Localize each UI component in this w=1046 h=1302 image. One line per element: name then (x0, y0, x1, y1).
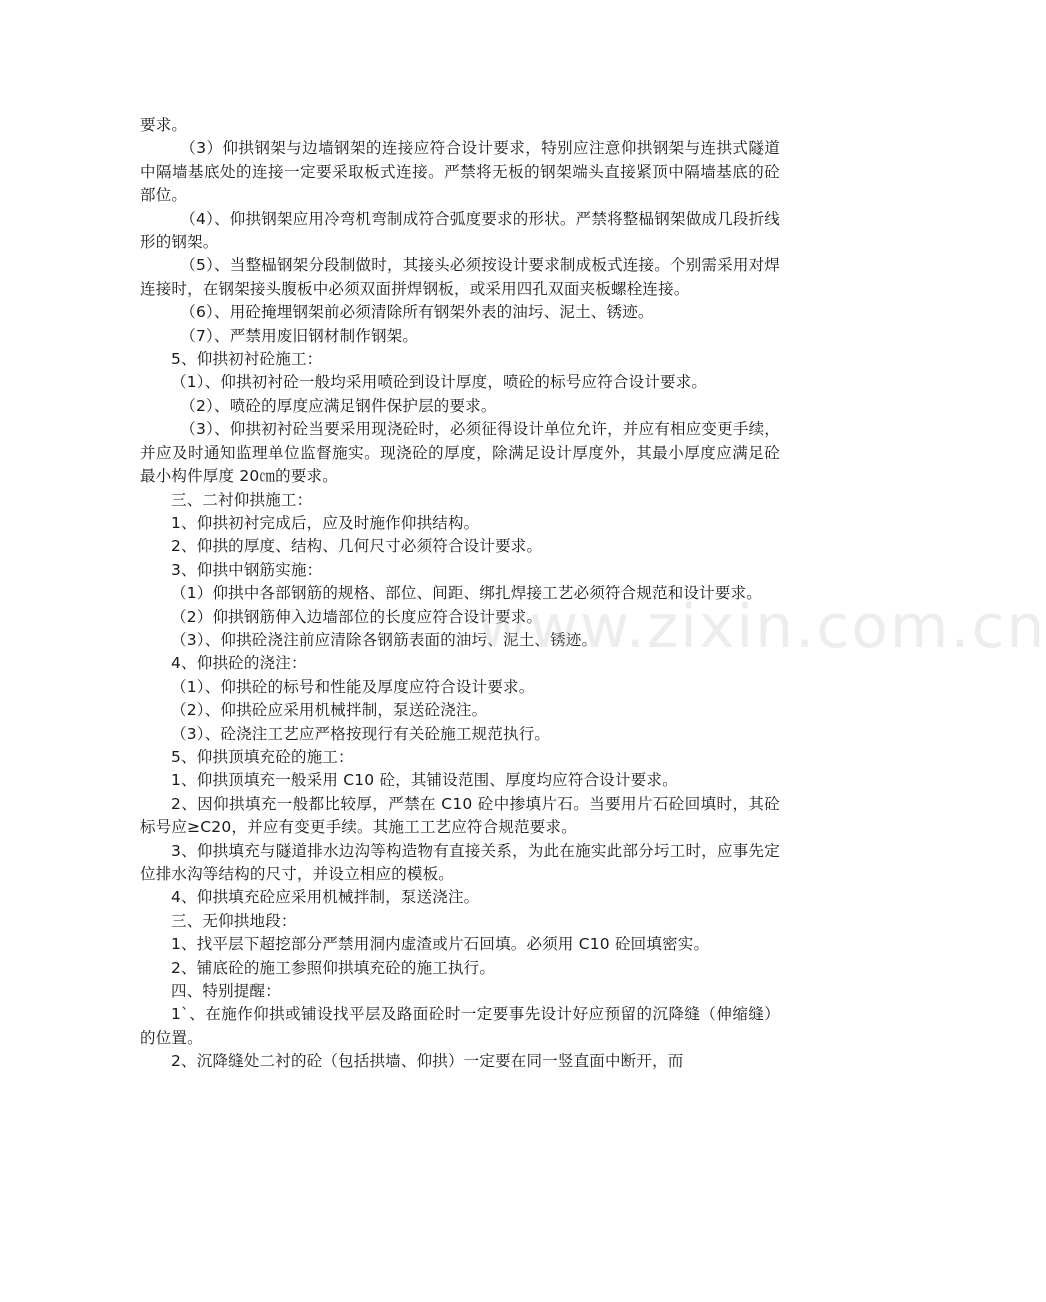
section-heading: 4、仰拱砼的浇注： (171, 654, 307, 673)
section-heading: 5、仰拱顶填充砼的施工： (171, 747, 354, 766)
paragraph: 1、找平层下超挖部分严禁用洞内虚渣或片石回填。必须用 C10 砼回填密实。 (171, 935, 710, 954)
paragraph: 2、铺底砼的施工参照仰拱填充砼的施工执行。 (171, 958, 496, 977)
paragraph: 2、沉降缝处二衬的砼（包括拱墙、仰拱）一定要在同一竖直面中断开，而 (171, 1052, 684, 1071)
paragraph: （1）、仰拱砼的标号和性能及厚度应符合设计要求。 (171, 677, 535, 696)
paragraph: 1、仰拱初衬完成后，应及时施作仰拱结构。 (171, 513, 480, 532)
paragraph: 要求。 (140, 116, 188, 134)
paragraph: （3）、砼浇注工艺应严格按现行有关砼施工规范执行。 (171, 724, 551, 743)
section-heading: 三、二衬仰拱施工： (171, 490, 313, 509)
paragraph: （2）、喷砼的厚度应满足钢件保护层的要求。 (180, 396, 497, 415)
section-heading: 三、无仰拱地段： (171, 911, 297, 930)
paragraph: （5）、当整榀钢架分段制做时，其接头必须按设计要求制成板式连接。个别需采用对焊连接时，在钢架接头腹板中必须双面拼焊钢板，或采用四孔双面夹板螺栓连接。 (140, 256, 780, 298)
paragraph: 2、因仰拱填充一般都比较厚，严禁在 C10 砼中掺填片石。当要用片石砼回填时，其砼标号应≥C20，并应有变更手续。其施工工艺应符合规范要求。 (140, 794, 780, 837)
section-heading: 四、特别提醒： (171, 982, 281, 1001)
document-body (140, 114, 780, 1074)
paragraph: （7）、严禁用废旧钢材制作钢架。 (180, 326, 419, 345)
paragraph: 4、仰拱填充砼应采用机械拌制，泵送浇注。 (171, 888, 480, 907)
paragraph: （1）、仰拱初衬砼一般均采用喷砼到设计厚度，喷砼的标号应符合设计要求。 (171, 373, 708, 392)
paragraph: （3）仰拱钢架与边墙钢架的连接应符合设计要求，特别应注意仰拱钢架与连拱式隧道中隔墙基底处的连接一定要采取板式连接。严禁将无板的钢架端头直接紧顶中隔墙基底的砼部位。 (140, 139, 780, 205)
paragraph: （2）、仰拱砼应采用机械拌制，泵送砼浇注。 (171, 701, 488, 720)
paragraph: （6）、用砼掩埋钢架前必须清除所有钢架外表的油圬、泥土、锈迹。 (180, 303, 654, 322)
paragraph: （4）、仰拱钢架应用冷弯机弯制成符合弧度要求的形状。严禁将整榀钢架做成几段折线形的钢架。 (140, 209, 780, 252)
paragraph: 3、仰拱填充与隧道排水边沟等构造物有直接关系，为此在施实此部分圬工时，应事先定位排水沟等结构的尺寸，并设立相应的模板。 (140, 841, 780, 883)
section-heading: 3、仰拱中钢筋实施： (171, 560, 323, 579)
paragraph: 1、仰拱顶填充一般采用 C10 砼，其铺设范围、厚度均应符合设计要求。 (171, 771, 678, 790)
paragraph: （1）仰拱中各部钢筋的规格、部位、间距、绑扎焊接工艺必须符合规范和设计要求。 (171, 584, 762, 603)
paragraph: （3）、仰拱初衬砼当要采用现浇砼时，必须征得设计单位允许，并应有相应变更手续，并应及时通知监理单位监督施实。现浇砼的厚度，除满足设计厚度外，其最小厚度应满足砼最小构件厚度 20㎝的要求。 (140, 420, 780, 486)
section-heading: 5、仰拱初衬砼施工： (171, 350, 323, 369)
watermark: www.zixin.com.cn (478, 592, 1046, 662)
paragraph: （2）仰拱钢筋伸入边墙部位的长度应符合设计要求。 (171, 607, 543, 626)
paragraph: 2、仰拱的厚度、结构、几何尺寸必须符合设计要求。 (171, 537, 543, 556)
paragraph: （3）、仰拱砼浇注前应清除各钢筋表面的油圬、泥土、锈迹。 (171, 630, 598, 649)
paragraph: 1`、在施作仰拱或铺设找平层及路面砼时一定要事先设计好应预留的沉降缝（伸缩缝）的位置。 (140, 1005, 780, 1047)
